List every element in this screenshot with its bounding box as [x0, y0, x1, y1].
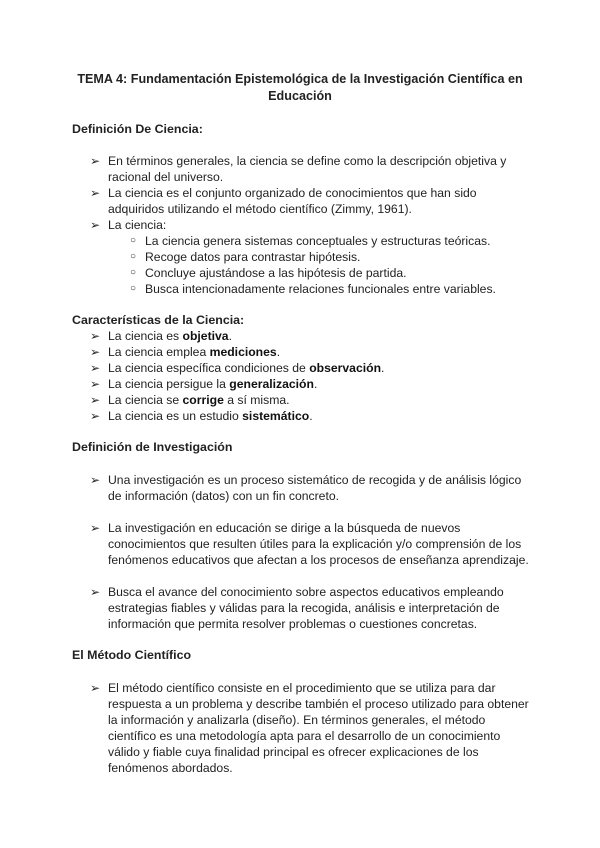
arrow-bullet-icon: ➢: [90, 345, 101, 359]
arrow-bullet-icon: ➢: [90, 409, 101, 423]
circle-bullet-icon: ○: [130, 235, 137, 246]
arrow-bullet-icon: ➢: [90, 329, 101, 343]
section-heading-investigacion: Definición de Investigación: [72, 440, 233, 454]
list-item: ➢ La ciencia es un estudio sistemático.: [90, 409, 313, 423]
list-item: ➢ Una investigación es un proceso sistemático de recogida y de análisis lógico de información (datos) con un fin concreto.: [90, 473, 522, 503]
arrow-bullet-icon: ➢: [90, 521, 101, 535]
list-item: ➢ La ciencia emplea mediciones.: [90, 345, 281, 359]
arrow-bullet-icon: ➢: [90, 186, 101, 200]
section-heading-metodo: El Método Científico: [72, 648, 192, 662]
list-item: ➢ La ciencia persigue la generalización.: [90, 377, 318, 391]
list-item: ➢ En términos generales, la ciencia se define como la descripción objetiva y racional del universo.: [90, 154, 507, 184]
sub-list-item: ○ La ciencia genera sistemas conceptuales y estructuras teóricas.: [130, 234, 491, 248]
arrow-bullet-icon: ➢: [90, 585, 101, 599]
arrow-bullet-icon: ➢: [90, 154, 101, 168]
circle-bullet-icon: ○: [130, 251, 137, 262]
list-item: ➢ La ciencia es objetiva.: [90, 329, 232, 343]
list-item: ➢ El método científico consiste en el procedimiento que se utiliza para dar respuesta a un problema y describe también el proceso utilizado para obtener la información y analizarla (diseño). En términos generales, el método científico es una metodología apta para el desarrollo de un conocimiento válido y fiable cuya finalidad principal es ofrecer explicaciones de los fenómenos abordados.: [90, 681, 529, 775]
list-item: ➢ La ciencia se corrige a sí misma.: [90, 393, 290, 407]
title-line: Educación: [268, 89, 332, 103]
list-item: ➢ La ciencia es el conjunto organizado de conocimientos que han sido adquiridos utilizando el método científico (Zimmy, 1961).: [90, 186, 477, 216]
page-title: [70, 71, 530, 105]
sub-list-item: ○ Concluye ajustándose a las hipótesis de partida.: [130, 266, 407, 280]
circle-bullet-icon: ○: [130, 283, 137, 294]
arrow-bullet-icon: ➢: [90, 681, 101, 695]
list-item: ➢ La ciencia específica condiciones de observación.: [90, 361, 385, 375]
sub-list-item: ○ Recoge datos para contrastar hipótesis.: [130, 250, 361, 264]
arrow-bullet-icon: ➢: [90, 473, 101, 487]
circle-bullet-icon: ○: [130, 267, 137, 278]
arrow-bullet-icon: ➢: [90, 218, 101, 232]
title-line: TEMA 4: Fundamentación Epistemológica de la Investigación Científica en: [77, 72, 523, 86]
section-heading-caracteristicas: Características de la Ciencia:: [72, 313, 245, 327]
list-item: ➢ Busca el avance del conocimiento sobre aspectos educativos empleando estrategias fiables y válidas para la recogida, análisis e interpretación de información que permita resolver problemas o cuestiones concretas.: [90, 585, 504, 631]
arrow-bullet-icon: ➢: [90, 377, 101, 391]
arrow-bullet-icon: ➢: [90, 361, 101, 375]
sub-list-item: ○ Busca intencionadamente relaciones funcionales entre variables.: [130, 282, 496, 296]
list-item: ➢ La investigación en educación se dirige a la búsqueda de nuevos conocimientos que resulten útiles para la explicación y/o comprensión de los fenómenos educativos que afectan a los procesos de enseñanza aprendizaje.: [90, 521, 529, 567]
list-item: ➢ La ciencia:: [90, 218, 167, 232]
arrow-bullet-icon: ➢: [90, 393, 101, 407]
section-heading-definicion-ciencia: Definición De Ciencia:: [72, 122, 203, 136]
